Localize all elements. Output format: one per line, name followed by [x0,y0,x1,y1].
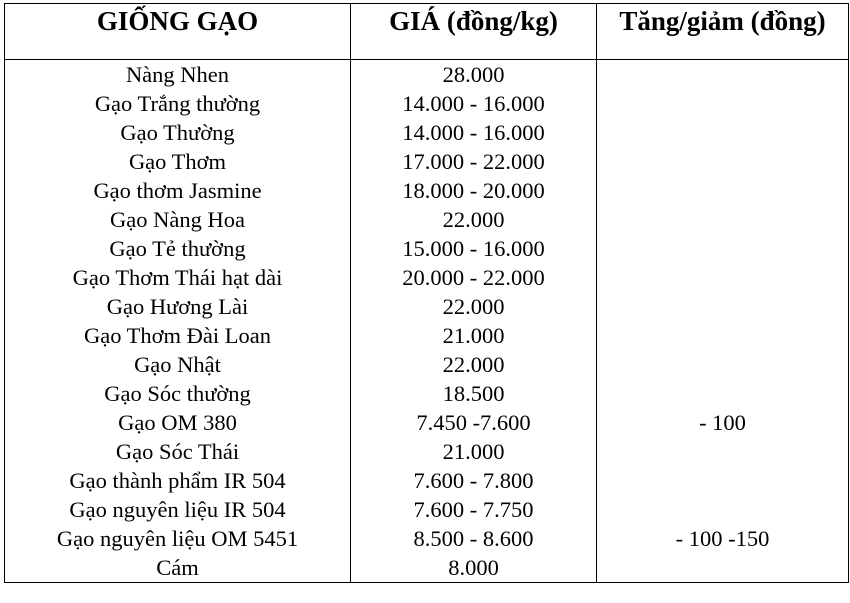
cell-variety: Gạo Thơm Đài Loan [5,321,351,350]
rice-price-table [4,3,849,583]
cell-price: 7.450 -7.600 [351,408,597,437]
table-row [5,379,849,408]
cell-change [597,118,849,147]
table-row [5,495,849,524]
table-row [5,350,849,379]
cell-change [597,437,849,466]
cell-variety: Gạo Trắng thường [5,89,351,118]
table-row [5,408,849,437]
cell-variety: Nàng Nhen [5,60,351,90]
cell-price: 22.000 [351,292,597,321]
cell-variety: Gạo Thơm [5,147,351,176]
cell-variety: Gạo thơm Jasmine [5,176,351,205]
cell-variety: Gạo Tẻ thường [5,234,351,263]
cell-price: 28.000 [351,60,597,90]
table-row [5,292,849,321]
cell-variety: Gạo nguyên liệu OM 5451 [5,524,351,553]
cell-variety: Gạo Thơm Thái hạt dài [5,263,351,292]
cell-price: 22.000 [351,205,597,234]
cell-change [597,205,849,234]
table-row [5,60,849,90]
cell-variety: Gạo thành phẩm IR 504 [5,466,351,495]
cell-change [597,350,849,379]
cell-price: 14.000 - 16.000 [351,89,597,118]
cell-variety: Gạo Thường [5,118,351,147]
cell-change [597,321,849,350]
cell-change [597,379,849,408]
cell-price: 18.000 - 20.000 [351,176,597,205]
table-row [5,553,849,583]
cell-change [597,60,849,90]
cell-change [597,234,849,263]
table-row [5,118,849,147]
cell-price: 15.000 - 16.000 [351,234,597,263]
table-row [5,466,849,495]
table-row [5,524,849,553]
table-row [5,205,849,234]
cell-price: 17.000 - 22.000 [351,147,597,176]
table-row [5,321,849,350]
cell-price: 8.000 [351,553,597,583]
cell-change [597,176,849,205]
cell-change [597,89,849,118]
table-header-row [5,4,849,60]
cell-price: 14.000 - 16.000 [351,118,597,147]
header-variety: GIỐNG GẠO [5,4,351,60]
cell-variety: Gạo OM 380 [5,408,351,437]
cell-change [597,263,849,292]
cell-variety: Gạo Sóc Thái [5,437,351,466]
cell-change [597,292,849,321]
table-row [5,234,849,263]
table-row [5,176,849,205]
table-row [5,147,849,176]
cell-change [597,495,849,524]
table-row [5,263,849,292]
header-change: Tăng/giảm (đồng) [597,4,849,60]
cell-price: 21.000 [351,437,597,466]
cell-price: 18.500 [351,379,597,408]
cell-price: 7.600 - 7.750 [351,495,597,524]
cell-price: 7.600 - 7.800 [351,466,597,495]
header-price: GIÁ (đồng/kg) [351,4,597,60]
cell-variety: Gạo Sóc thường [5,379,351,408]
cell-change [597,466,849,495]
table-body [5,60,849,583]
table-row [5,89,849,118]
cell-change [597,147,849,176]
cell-change: - 100 -150 [597,524,849,553]
table-row [5,437,849,466]
cell-variety: Cám [5,553,351,583]
cell-variety: Gạo Nhật [5,350,351,379]
cell-change [597,553,849,583]
cell-variety: Gạo Hương Lài [5,292,351,321]
cell-variety: Gạo Nàng Hoa [5,205,351,234]
cell-price: 20.000 - 22.000 [351,263,597,292]
cell-price: 22.000 [351,350,597,379]
cell-variety: Gạo nguyên liệu IR 504 [5,495,351,524]
cell-price: 21.000 [351,321,597,350]
cell-price: 8.500 - 8.600 [351,524,597,553]
cell-change: - 100 [597,408,849,437]
